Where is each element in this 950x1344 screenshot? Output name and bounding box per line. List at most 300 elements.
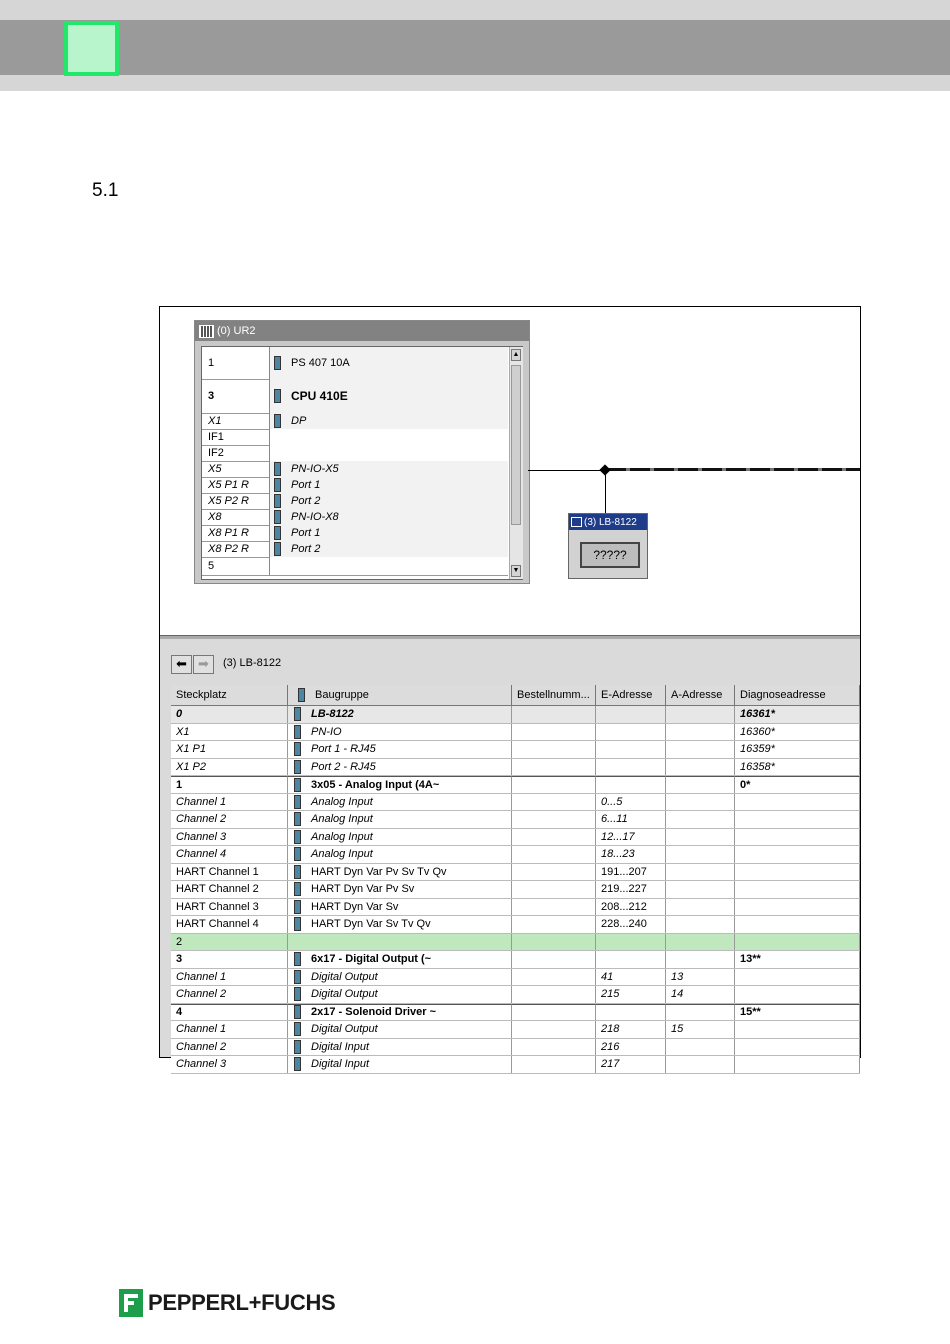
- cell-text: 0: [176, 708, 183, 721]
- table-cell: [512, 741, 596, 758]
- rack-module-name: PS 407 10A: [291, 357, 350, 369]
- cell-text: Digital Input: [311, 1040, 370, 1053]
- table-cell: [171, 741, 288, 758]
- device-icon: [571, 517, 582, 527]
- device-module-placeholder[interactable]: ?????: [580, 542, 640, 568]
- table-cell: [666, 1021, 735, 1038]
- table-cell: [288, 794, 512, 811]
- table-row[interactable]: [171, 1021, 860, 1039]
- rack-slot-row[interactable]: [202, 509, 508, 526]
- table-cell: [666, 741, 735, 758]
- table-cell: [171, 811, 288, 828]
- module-icon: [274, 414, 281, 428]
- module-table: [171, 685, 860, 1074]
- table-cell: [735, 829, 860, 846]
- module-column-icon: [298, 688, 305, 702]
- cell-text: 6x17 - Digital Output (~: [311, 953, 432, 966]
- section-number: 5.1: [92, 180, 119, 201]
- rack-module-name: PN-IO-X5: [291, 463, 339, 475]
- cell-text: 0...5: [601, 795, 623, 808]
- rack-module-cell[interactable]: [269, 347, 508, 379]
- header-band: [0, 20, 950, 75]
- rack-module-cell[interactable]: [269, 509, 508, 525]
- cell-text: Channel 4: [176, 848, 227, 861]
- logo-text: PEPPERL+FUCHS: [148, 1290, 336, 1315]
- cell-text: HART Channel 3: [176, 900, 259, 913]
- cell-text: Analog Input: [311, 830, 373, 843]
- column-header[interactable]: [171, 685, 288, 705]
- module-icon: [294, 742, 301, 756]
- table-cell: [735, 899, 860, 916]
- cell-text: HART Channel 4: [176, 918, 259, 931]
- cell-text: Digital Output: [311, 1023, 378, 1036]
- table-cell: [735, 741, 860, 758]
- table-cell: [596, 724, 666, 741]
- table-cell: [735, 969, 860, 986]
- table-cell: [288, 846, 512, 863]
- cell-text: HART Dyn Var Pv Sv: [311, 883, 415, 896]
- table-row[interactable]: [171, 1056, 860, 1074]
- table-cell: [512, 1056, 596, 1073]
- cell-text: Channel 1: [176, 795, 227, 808]
- rack-module-cell[interactable]: [269, 541, 508, 557]
- rack-slot-number: X5: [208, 463, 222, 475]
- cell-text: X1: [176, 725, 190, 738]
- rack-slot-row[interactable]: [202, 379, 508, 414]
- cell-text: Channel 2: [176, 813, 227, 826]
- rack-module-cell[interactable]: [269, 429, 508, 445]
- table-cell: [666, 724, 735, 741]
- cell-text: Analog Input: [311, 795, 373, 808]
- module-icon: [294, 1057, 301, 1071]
- table-cell: [288, 706, 512, 723]
- module-icon: [294, 760, 301, 774]
- module-icon: [294, 1005, 301, 1019]
- table-cell: [735, 916, 860, 933]
- cell-text: 18...23: [601, 848, 635, 861]
- cell-text: 16358*: [740, 760, 775, 773]
- module-icon: [294, 812, 301, 826]
- cell-text: 6...11: [601, 813, 628, 826]
- module-icon: [294, 778, 301, 792]
- rack-module-name: Port 2: [291, 495, 321, 507]
- rack-slot-number: 5: [208, 560, 215, 572]
- cell-text: LB-8122: [311, 708, 354, 721]
- table-cell: [171, 846, 288, 863]
- rack-window[interactable]: [194, 320, 530, 584]
- column-header-label: A-Adresse: [671, 689, 723, 701]
- table-cell: [512, 776, 596, 793]
- table-cell: [288, 969, 512, 986]
- table-row[interactable]: [171, 969, 860, 987]
- table-row[interactable]: [171, 1004, 860, 1022]
- table-cell: [735, 1021, 860, 1038]
- cell-text: HART Channel 1: [176, 865, 259, 878]
- table-cell: [596, 916, 666, 933]
- cell-text: X1 P2: [176, 760, 206, 773]
- table-cell: [288, 881, 512, 898]
- cell-text: PN-IO: [311, 725, 342, 738]
- table-cell: [735, 724, 860, 741]
- table-cell: [171, 776, 288, 793]
- table-cell: [171, 1056, 288, 1073]
- table-cell: [596, 899, 666, 916]
- table-cell: [288, 951, 512, 968]
- device-title-bar[interactable]: [569, 514, 647, 530]
- cell-text: 16359*: [740, 743, 775, 756]
- table-cell: [596, 1004, 666, 1021]
- header-band-top: [0, 0, 950, 20]
- cell-text: 2: [176, 935, 183, 948]
- table-row[interactable]: [171, 864, 860, 882]
- table-row[interactable]: [171, 776, 860, 794]
- table-row[interactable]: [171, 741, 860, 759]
- rack-module-cell[interactable]: [269, 461, 508, 477]
- module-icon: [274, 494, 281, 508]
- module-icon: [274, 510, 281, 524]
- module-icon: [274, 462, 281, 476]
- table-cell: [596, 811, 666, 828]
- table-cell: [171, 829, 288, 846]
- table-cell: [171, 864, 288, 881]
- cell-text: Channel 1: [176, 970, 227, 983]
- rack-slot-number: X5 P1 R: [208, 479, 249, 491]
- module-icon: [294, 725, 301, 739]
- rack-module-cell[interactable]: [269, 477, 508, 493]
- cell-text: 218: [601, 1023, 620, 1036]
- table-row[interactable]: [171, 1039, 860, 1057]
- table-cell: [596, 864, 666, 881]
- table-row[interactable]: [171, 986, 860, 1004]
- module-icon: [274, 356, 281, 370]
- cell-text: Channel 2: [176, 1040, 227, 1053]
- table-cell: [288, 934, 512, 951]
- rack-module-cell[interactable]: [269, 413, 508, 429]
- table-cell: [666, 1004, 735, 1021]
- table-cell: [596, 706, 666, 723]
- cell-text: Port 2 - RJ45: [311, 760, 376, 773]
- rack-slot-row[interactable]: [202, 413, 508, 430]
- table-cell: [512, 794, 596, 811]
- table-cell: [735, 811, 860, 828]
- cell-text: 216: [601, 1040, 620, 1053]
- cell-text: Analog Input: [311, 813, 373, 826]
- module-icon: [294, 1022, 301, 1036]
- cell-text: 208...212: [601, 900, 647, 913]
- table-cell: [666, 706, 735, 723]
- scroll-up-icon[interactable]: ▲: [511, 349, 521, 361]
- table-cell: [735, 951, 860, 968]
- table-row[interactable]: [171, 759, 860, 777]
- table-cell: [288, 811, 512, 828]
- table-cell: [512, 706, 596, 723]
- cell-text: Digital Output: [311, 970, 378, 983]
- rack-module-cell[interactable]: [269, 525, 508, 541]
- rack-slot-row[interactable]: [202, 445, 508, 462]
- table-cell: [666, 1056, 735, 1073]
- table-row[interactable]: [171, 881, 860, 899]
- table-cell: [596, 776, 666, 793]
- table-cell: [666, 829, 735, 846]
- table-cell: [596, 986, 666, 1003]
- table-cell: [171, 1039, 288, 1056]
- rack-slot-number: X8: [208, 511, 222, 523]
- rack-slot-row[interactable]: [202, 461, 508, 478]
- table-cell: [171, 794, 288, 811]
- forward-arrow-icon[interactable]: ➡: [193, 655, 214, 674]
- module-icon: [294, 795, 301, 809]
- cell-text: Digital Output: [311, 988, 378, 1001]
- table-cell: [596, 794, 666, 811]
- rack-module-name: Port 1: [291, 527, 321, 539]
- table-cell: [512, 1039, 596, 1056]
- table-cell: [171, 899, 288, 916]
- cell-text: 3x05 - Analog Input (4A~: [311, 778, 440, 791]
- table-cell: [735, 776, 860, 793]
- cell-text: 13: [671, 970, 684, 983]
- table-cell: [596, 759, 666, 776]
- rack-module-cell[interactable]: [269, 557, 508, 575]
- detail-device-label: (3) LB-8122: [223, 657, 282, 669]
- column-header[interactable]: [735, 685, 860, 705]
- rack-icon: [199, 325, 214, 338]
- table-row[interactable]: [171, 899, 860, 917]
- cell-text: Port 1 - RJ45: [311, 743, 376, 756]
- table-cell: [666, 776, 735, 793]
- table-cell: [512, 934, 596, 951]
- table-cell: [512, 899, 596, 916]
- cell-text: 1: [176, 778, 183, 791]
- rack-slot-number: X1: [208, 415, 222, 427]
- table-cell: [735, 881, 860, 898]
- rack-slot-row[interactable]: [202, 429, 508, 446]
- brand-logo: [119, 1289, 335, 1317]
- module-icon: [294, 847, 301, 861]
- back-arrow-icon[interactable]: ⬅: [171, 655, 192, 674]
- rack-title-bar[interactable]: [195, 321, 529, 341]
- table-cell: [666, 969, 735, 986]
- table-cell: [288, 776, 512, 793]
- table-cell: [512, 724, 596, 741]
- table-cell: [512, 969, 596, 986]
- table-cell: [596, 829, 666, 846]
- cell-text: 217: [601, 1058, 620, 1071]
- rack-module-cell[interactable]: [269, 493, 508, 509]
- rack-slot-number: 3: [208, 390, 215, 402]
- table-row[interactable]: [171, 951, 860, 969]
- table-cell: [666, 846, 735, 863]
- cell-text: 0*: [740, 778, 751, 791]
- logo-icon: [119, 1289, 143, 1317]
- table-cell: [512, 811, 596, 828]
- table-cell: [288, 1004, 512, 1021]
- table-cell: [288, 1039, 512, 1056]
- module-icon: [294, 865, 301, 879]
- table-cell: [666, 951, 735, 968]
- cell-text: 16361*: [740, 708, 775, 721]
- column-header-label: Diagnoseadresse: [740, 689, 826, 701]
- cell-text: 12...17: [601, 830, 635, 843]
- module-icon: [294, 830, 301, 844]
- rack-slot-row[interactable]: [202, 525, 508, 542]
- cell-text: Channel 1: [176, 1023, 227, 1036]
- bus-connector: [528, 470, 610, 471]
- cell-text: 14: [671, 988, 684, 1001]
- table-cell: [171, 916, 288, 933]
- column-header[interactable]: [596, 685, 666, 705]
- table-cell: [512, 829, 596, 846]
- cell-text: 13**: [740, 953, 761, 966]
- table-cell: [288, 1056, 512, 1073]
- table-cell: [666, 811, 735, 828]
- rack-module-name: Port 1: [291, 479, 321, 491]
- scroll-down-icon[interactable]: ▼: [511, 565, 521, 577]
- table-row[interactable]: [171, 724, 860, 742]
- profinet-bus[interactable]: [606, 468, 860, 471]
- rack-slot-number: 1: [208, 357, 215, 369]
- rack-module-cell[interactable]: [269, 445, 508, 461]
- table-cell: [596, 846, 666, 863]
- table-cell: [666, 934, 735, 951]
- bus-drop-line: [605, 473, 606, 513]
- cell-text: Channel 2: [176, 988, 227, 1001]
- rack-title: (0) UR2: [217, 325, 256, 337]
- column-header[interactable]: [288, 685, 512, 705]
- column-header-label: Steckplatz: [176, 689, 227, 701]
- table-cell: [512, 864, 596, 881]
- module-icon: [294, 917, 301, 931]
- table-cell: [288, 1021, 512, 1038]
- rack-module-name: CPU 410E: [291, 389, 348, 403]
- module-icon: [294, 882, 301, 896]
- table-cell: [171, 724, 288, 741]
- table-cell: [666, 881, 735, 898]
- cell-text: HART Dyn Var Sv Tv Qv: [311, 918, 431, 931]
- table-row[interactable]: [171, 846, 860, 864]
- table-cell: [735, 986, 860, 1003]
- table-cell: [735, 864, 860, 881]
- table-cell: [596, 951, 666, 968]
- table-cell: [735, 759, 860, 776]
- module-icon: [274, 526, 281, 540]
- cell-text: HART Channel 2: [176, 883, 259, 896]
- table-cell: [288, 724, 512, 741]
- module-icon: [294, 952, 301, 966]
- table-cell: [171, 706, 288, 723]
- table-row[interactable]: [171, 706, 860, 724]
- module-icon: [294, 970, 301, 984]
- cell-text: 228...240: [601, 918, 647, 931]
- detail-pane: [160, 639, 860, 1071]
- table-cell: [596, 741, 666, 758]
- table-cell: [288, 899, 512, 916]
- rack-slot-row[interactable]: [202, 477, 508, 494]
- table-cell: [596, 881, 666, 898]
- table-row[interactable]: [171, 916, 860, 934]
- cell-text: Channel 3: [176, 1058, 227, 1071]
- rack-slot-row[interactable]: [202, 541, 508, 558]
- table-cell: [512, 986, 596, 1003]
- module-icon: [274, 389, 281, 403]
- table-header: [171, 685, 860, 706]
- cell-text: 4: [176, 1006, 183, 1019]
- cell-text: 215: [601, 988, 620, 1001]
- cell-text: X1 P1: [176, 743, 206, 756]
- table-cell: [735, 1056, 860, 1073]
- column-header[interactable]: [512, 685, 596, 705]
- table-row[interactable]: [171, 829, 860, 847]
- cell-text: Channel 3: [176, 830, 227, 843]
- table-cell: [666, 864, 735, 881]
- screenshot-figure: [159, 306, 861, 1071]
- rack-slot-number: IF1: [208, 431, 224, 443]
- header-band-bottom: [0, 75, 950, 91]
- device-window[interactable]: [568, 513, 648, 579]
- module-icon: [274, 542, 281, 556]
- cell-text: 15: [671, 1023, 684, 1036]
- table-cell: [288, 864, 512, 881]
- table-cell: [735, 706, 860, 723]
- table-cell: [735, 846, 860, 863]
- column-header-label: Baugruppe: [315, 689, 369, 701]
- table-cell: [512, 951, 596, 968]
- rack-module-name: DP: [291, 415, 307, 427]
- rack-slot-row[interactable]: [202, 557, 508, 576]
- column-header-label: Bestellnumm...: [517, 689, 590, 701]
- cell-text: HART Dyn Var Pv Sv Tv Qv: [311, 865, 447, 878]
- rack-table: [201, 346, 523, 580]
- table-cell: [666, 916, 735, 933]
- table-cell: [666, 899, 735, 916]
- cell-text: 219...227: [601, 883, 647, 896]
- table-cell: [171, 1004, 288, 1021]
- module-icon: [294, 987, 301, 1001]
- table-cell: [288, 916, 512, 933]
- cell-text: HART Dyn Var Sv: [311, 900, 399, 913]
- table-cell: [666, 1039, 735, 1056]
- rack-module-cell[interactable]: [269, 379, 508, 413]
- table-row[interactable]: [171, 934, 860, 952]
- table-cell: [171, 969, 288, 986]
- device-title: (3) LB-8122: [584, 516, 637, 528]
- cell-text: 16360*: [740, 725, 775, 738]
- table-cell: [596, 1021, 666, 1038]
- table-cell: [596, 1056, 666, 1073]
- table-row[interactable]: [171, 811, 860, 829]
- rack-scrollbar[interactable]: [509, 347, 523, 579]
- table-cell: [596, 969, 666, 986]
- column-header[interactable]: [666, 685, 735, 705]
- table-row[interactable]: [171, 794, 860, 812]
- cell-text: Digital Input: [311, 1058, 370, 1071]
- rack-slot-row[interactable]: [202, 347, 508, 380]
- chapter-marker: [64, 21, 119, 76]
- module-icon: [294, 707, 301, 721]
- table-cell: [666, 794, 735, 811]
- scroll-thumb[interactable]: [511, 365, 521, 525]
- module-icon: [274, 478, 281, 492]
- table-cell: [288, 829, 512, 846]
- table-cell: [512, 881, 596, 898]
- table-cell: [666, 986, 735, 1003]
- rack-slot-row[interactable]: [202, 493, 508, 510]
- table-cell: [171, 881, 288, 898]
- table-cell: [512, 1021, 596, 1038]
- table-cell: [171, 1021, 288, 1038]
- table-cell: [512, 846, 596, 863]
- table-cell: [171, 934, 288, 951]
- cell-text: 2x17 - Solenoid Driver ~: [311, 1006, 437, 1019]
